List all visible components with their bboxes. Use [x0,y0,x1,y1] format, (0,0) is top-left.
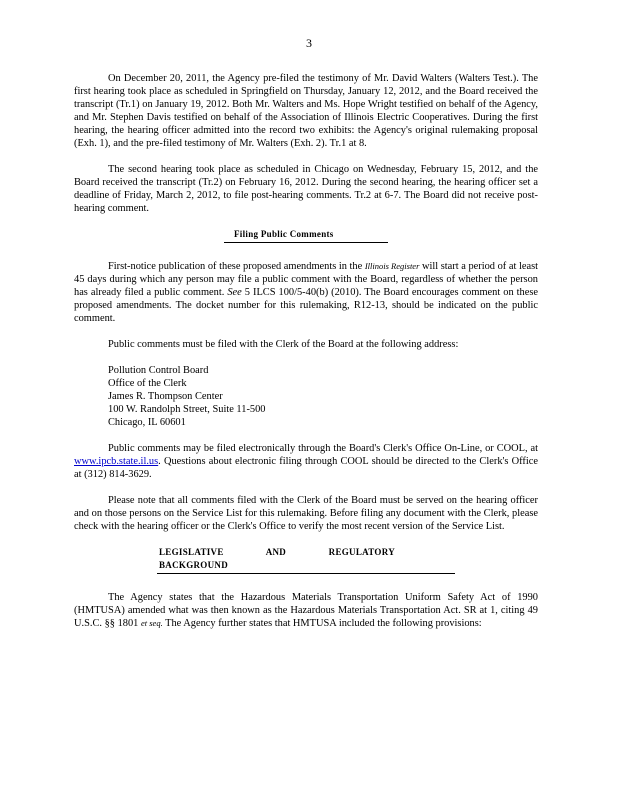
heading-filing-public-comments [74,228,538,243]
paragraph-first-notice [74,260,538,325]
paragraph-electronic-filing [74,442,538,481]
address-line: Pollution Control Board [108,365,209,376]
heading-legislative-background [74,546,538,574]
p3-text-c: 5 ILCS 100/5-40(b) (2010). The Board encourages comment on these proposed amendments. The docket number for this rulemaking, R12-13, should be indicated on the public comment. [74,287,538,324]
page-number: 3 [306,36,312,50]
address-line: Office of the Clerk [108,378,187,389]
document-body [74,72,538,643]
p7-text-a: The Agency states that the Hazardous Materials Transportation Uniform Safety Act of 1990 (HMTUSA) amended what was then known as the Hazardous Materials Transportation Act. SR at 1, citing 49 U.S.C. §§ 1801 [74,592,538,629]
et-seq: et seq. [140,618,163,628]
paragraph-filing-address-intro: Public comments must be filed with the Clerk of the Board at the following address: [108,339,459,350]
p5-text-a: Public comments may be filed electronically through the Board's Clerk's Office On-Line, or COOL, at [108,443,538,454]
board-website-link[interactable]: www.ipcb.state.il.us [74,456,159,467]
journal-name: Illinois Register [364,261,420,271]
address-line: James R. Thompson Center [108,391,223,402]
clerk-address-block [108,364,538,429]
paragraph-hmtusa [74,591,538,630]
paragraph-service-list: Please note that all comments filed with the Clerk of the Board must be served on the hearing officer and on those persons on the Service List for this rulemaking. Before filing any document with the Clerk, please check with the hearing officer or the Clerk's Office to verify the most recent version of the Service List. [74,495,538,532]
address-line: 100 W. Randolph Street, Suite 11-500 [108,404,266,415]
p7-text-b: The Agency further states that HMTUSA included the following provisions: [162,618,482,629]
p5-text-b: . Questions about electronic filing through COOL should be directed to the Clerk's Office at (312) 814-3629. [74,456,538,480]
heading-legislative-text: LEGISLATIVE AND REGULATORY BACKGROUND [157,546,455,574]
heading-filing-text: Filing Public Comments [224,228,388,243]
address-line: Chicago, IL 60601 [108,417,186,428]
see-signal: See [227,287,242,298]
paragraph-hearings: On December 20, 2011, the Agency pre-filed the testimony of Mr. David Walters (Walters Test.). The first hearing took place as scheduled in Springfield on Thursday, January 12, 2012, and the Board received the transcript (Tr.1) on January 19, 2012. Both Mr. Walters and Ms. Hope Wright testified on behalf of the Agency, and Mr. Stephen Davis testified on behalf of the Association of Illinois Electric Cooperatives. During the first hearing, the hearing officer admitted into the record two exhibits: the Agency's original rulemaking proposal (Exh. 1), and the pre-filed testimony of Mr. Walters (Exh. 2). Tr.1 at 8. [74,73,538,149]
p3-text-b: will start a period of at least 45 days during which any person may file a public comment with the Board, regardless of whether the person has already filed a public comment. [74,261,538,298]
paragraph-second-hearing: The second hearing took place as scheduled in Chicago on Wednesday, February 15, 2012, and the Board received the transcript (Tr.2) on February 16, 2012. During the second hearing, the hearing officer set a deadline of Friday, March 2, 2012, to file post-hearing comments. Tr.2 at 6-7. The Board did not receive post-hearing comment. [74,164,538,214]
p3-text-a: First-notice publication of these proposed amendments in the [108,261,365,272]
